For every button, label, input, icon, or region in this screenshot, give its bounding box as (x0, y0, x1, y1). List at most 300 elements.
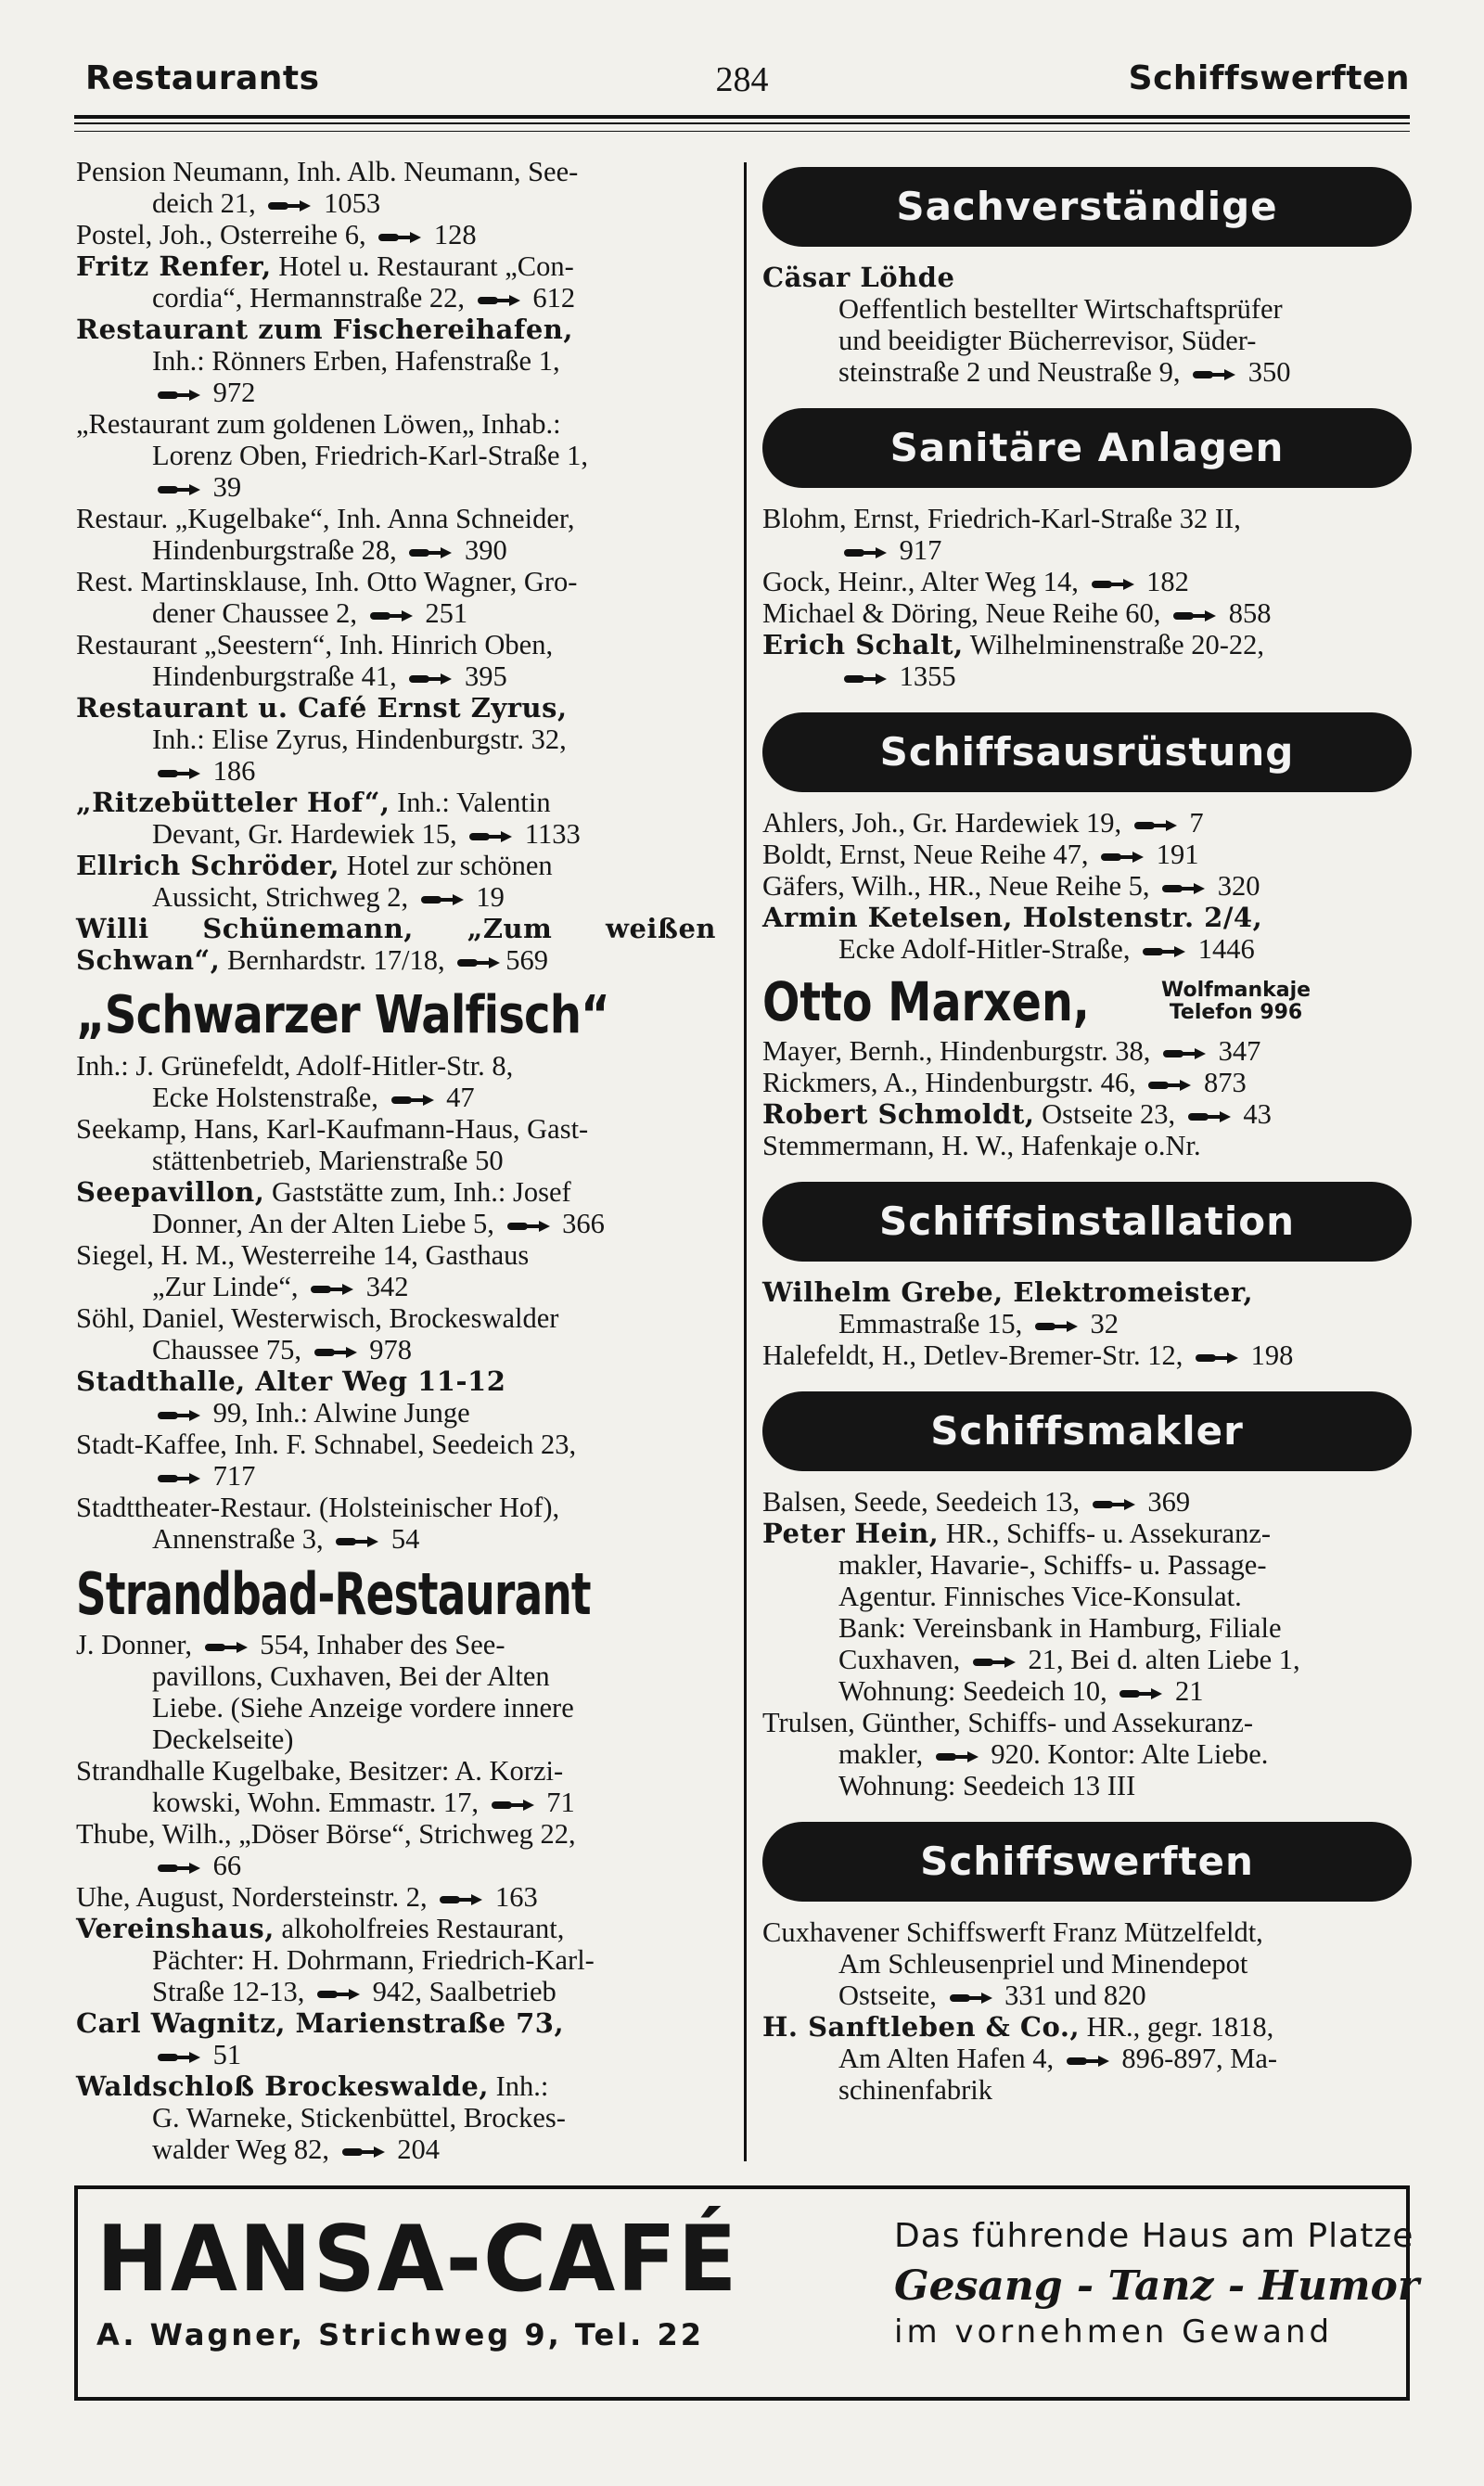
entry-line (762, 1308, 1412, 1339)
section-banner: Schiffsmakler (762, 1391, 1412, 1471)
entry-text: 1053 (316, 187, 381, 219)
telephone-icon (407, 545, 454, 560)
directory-entry (76, 314, 716, 408)
entry-text: 251 (417, 597, 468, 629)
entry-name: Robert Schmoldt, (762, 1098, 1035, 1130)
entry-name: Ellrich Schröder, (76, 850, 340, 881)
section-banner: Sachverständige (762, 167, 1412, 247)
entry-line (76, 1239, 716, 1271)
entry-text: makler, (838, 1738, 930, 1770)
entry-name: Seepavillon, (76, 1176, 265, 1208)
entry-line (762, 1276, 1412, 1308)
entry-text: 612 (525, 282, 576, 314)
entry-text: Pension Neumann, Inh. Alb. Neumann, See- (76, 156, 579, 187)
telephone-icon (156, 388, 202, 403)
directory-entry (76, 850, 716, 913)
entry-text: 717 (206, 1460, 256, 1492)
entry-name: Fritz Renfer, (76, 250, 272, 282)
directory-entry (76, 1302, 716, 1365)
entry-text: cordia“, Hermannstraße 22, (152, 282, 472, 314)
entry-line (76, 1492, 716, 1523)
entry-text: Ostseite 23, (1034, 1098, 1183, 1130)
entry-line (76, 1113, 716, 1145)
entry-text: Hotel u. Restaurant „Con- (271, 250, 574, 282)
directory-entry (76, 629, 716, 692)
directory-entry (762, 1486, 1412, 1518)
entry-text: alkoholfreies Restaurant, (274, 1913, 565, 1944)
entry-line (762, 1067, 1412, 1098)
ad-right (894, 2217, 1420, 2351)
column-divider (744, 162, 747, 2161)
entry-line (76, 1523, 716, 1555)
entry-text: Halefeldt, H., Detlev-Bremer-Str. 12, (762, 1339, 1190, 1371)
display-entry (762, 970, 1412, 1033)
ad-address: A. Wagner, Strichweg 9, Tel. 22 (96, 2317, 704, 2352)
entry-text: Gäfers, Wilh., HR., Neue Reihe 5, (762, 870, 1158, 902)
entry-text: Bank: Vereinsbank in Hamburg, Filiale (838, 1612, 1282, 1644)
entry-text: deich 21, (152, 187, 263, 219)
entry-text: Balsen, Seede, Seedeich 13, (762, 1486, 1087, 1518)
entry-name: Waldschloß Brockeswalde, (76, 2070, 489, 2102)
entry-text: Cuxhavener Schiffswerft Franz Mützelfeldt, (762, 1916, 1263, 1948)
entry-text: stättenbetrieb, Marienstraße 50 (152, 1145, 504, 1176)
entry-text: 331 und 820 (997, 1980, 1146, 2011)
telephone-icon (1171, 609, 1218, 623)
telephone-icon (467, 829, 514, 844)
ad-suffix: im vornehmen Gewand (894, 2313, 1334, 2351)
telephone-icon (313, 1345, 359, 1360)
entry-text: Lorenz Oben, Friedrich-Karl-Straße 1, (152, 440, 589, 471)
entry-line (762, 1980, 1412, 2011)
entry-line (762, 2011, 1412, 2043)
directory-entry (76, 1881, 716, 1913)
entry-text: 942, Saalbetrieb (365, 1976, 556, 2007)
entry-text: 128 (427, 219, 477, 250)
entry-name: Erich Schalt, (762, 629, 964, 660)
entry-text: 390 (457, 534, 507, 566)
entry-line (76, 1145, 716, 1176)
entry-text: 19 (468, 881, 505, 913)
entry-text: makler, Havarie-, Schiffs- u. Passage- (838, 1549, 1267, 1581)
entry-name: Restaurant u. Café Ernst Zyrus, (76, 692, 568, 724)
entry-text: Annenstraße 3, (152, 1523, 331, 1555)
entry-text: 51 (206, 2039, 242, 2070)
right-column (762, 156, 1412, 2106)
entry-line (76, 219, 716, 250)
entry-line (76, 629, 716, 660)
entry-text: 191 (1149, 839, 1199, 870)
entry-name: H. Sanftleben & Co., (762, 2011, 1081, 2043)
telephone-icon (1161, 1046, 1208, 1061)
directory-entry (762, 597, 1412, 629)
directory-entry (76, 566, 716, 629)
entry-text: Rickmers, A., Hindenburgstr. 46, (762, 1067, 1144, 1098)
entry-line (762, 933, 1412, 965)
entry-line (76, 1818, 716, 1850)
entry-line (76, 1271, 716, 1302)
entry-line (762, 293, 1412, 325)
entry-line (76, 2007, 716, 2039)
entry-name: Stadthalle, Alter Weg 11-12 (76, 1365, 506, 1397)
entry-text: walder Weg 82, (152, 2134, 337, 2165)
entry-line (76, 2039, 716, 2070)
entry-text: HR., gegr. 1818, (1080, 2011, 1274, 2043)
telephone-icon (842, 672, 889, 686)
entry-line (762, 870, 1412, 902)
telephone-icon (156, 1408, 202, 1423)
telephone-icon (490, 1798, 536, 1813)
entry-text: Ahlers, Joh., Gr. Hardewiek 19, (762, 807, 1129, 839)
telephone-icon (315, 1987, 362, 2002)
entry-line (76, 1208, 716, 1239)
entry-text: 54 (384, 1523, 420, 1555)
entry-text: Hindenburgstraße 41, (152, 660, 404, 692)
directory-entry (76, 913, 716, 976)
entry-text: Stemmermann, H. W., Hafenkaje o.Nr. (762, 1130, 1201, 1161)
entry-text: Oeffentlich bestellter Wirtschaftsprüfer (838, 293, 1283, 325)
entry-line (76, 1334, 716, 1365)
telephone-icon (377, 230, 423, 245)
entry-text: 350 (1241, 356, 1291, 388)
entry-text: Am Schleusenpriel und Minendepot (838, 1948, 1248, 1980)
entry-line (76, 471, 716, 503)
entry-text: 395 (457, 660, 507, 692)
entry-line (76, 1302, 716, 1334)
entry-line (76, 1881, 716, 1913)
telephone-icon (266, 199, 313, 213)
entry-text: Agentur. Finnisches Vice-Konsulat. (838, 1581, 1242, 1612)
entry-line (762, 2043, 1412, 2074)
entry-text: 39 (206, 471, 242, 503)
entry-phone: Telefon 996 (1169, 1001, 1303, 1024)
entry-line (76, 2070, 716, 2102)
entry-line (762, 1098, 1412, 1130)
entry-text: 873 (1196, 1067, 1247, 1098)
directory-entry (76, 503, 716, 566)
entry-line (76, 566, 716, 597)
entry-line (76, 692, 716, 724)
entry-text: 858 (1222, 597, 1272, 629)
entry-text: 554, Inhaber des See- (252, 1629, 505, 1660)
entry-line (762, 503, 1412, 534)
entry-line (76, 1913, 716, 1944)
directory-entry (76, 1755, 716, 1818)
entry-text: Strandhalle Kugelbake, Besitzer: A. Korzi- (76, 1755, 564, 1787)
directory-entry (762, 262, 1412, 388)
telephone-icon (156, 766, 202, 781)
entry-text: Stadt-Kaffee, Inh. F. Schnabel, Seedeich 23, (76, 1429, 577, 1460)
entry-text: 182 (1139, 566, 1189, 597)
entry-line (762, 566, 1412, 597)
directory-entry (762, 1098, 1412, 1130)
telephone-icon (438, 1892, 484, 1907)
entry-text: Chaussee 75, (152, 1334, 309, 1365)
entry-line (762, 1948, 1412, 1980)
directory-entry (76, 1365, 716, 1429)
telephone-icon (476, 293, 522, 308)
telephone-icon (934, 1749, 980, 1764)
telephone-icon (1141, 944, 1187, 959)
entry-text: Stadttheater-Restaur. (Holsteinischer Hof), (76, 1492, 560, 1523)
entry-text: 920. Kontor: Alte Liebe. (983, 1738, 1269, 1770)
entry-text: 972 (206, 377, 256, 408)
telephone-icon (156, 1861, 202, 1876)
entry-text: Michael & Döring, Neue Reihe 60, (762, 597, 1169, 629)
entry-text: Ecke Holstenstraße, (152, 1082, 386, 1113)
entry-text: 43 (1235, 1098, 1272, 1130)
directory-entry (762, 1130, 1412, 1161)
entry-line (76, 345, 716, 377)
telephone-icon (1132, 818, 1179, 833)
directory-entry (762, 1276, 1412, 1339)
entry-text: Deckelseite) (152, 1724, 294, 1755)
header-section-left: Restaurants (85, 59, 320, 97)
directory-entry (76, 1913, 716, 2007)
entry-text: 99, Inh.: Alwine Junge (206, 1397, 470, 1429)
entry-text: Boldt, Ernst, Neue Reihe 47, (762, 839, 1096, 870)
entry-line (762, 356, 1412, 388)
entry-name: Restaurant zum Fischereihafen, (76, 314, 573, 345)
entry-text: 204 (390, 2134, 440, 2165)
entry-line (762, 629, 1412, 660)
entry-line (762, 262, 1412, 293)
telephone-icon (1191, 367, 1237, 382)
entry-text: „Restaurant zum goldenen Löwen„ Inhab.: (76, 408, 561, 440)
directory-entry (762, 1339, 1412, 1371)
entry-line (76, 534, 716, 566)
entry-line (76, 597, 716, 629)
directory-entry (76, 2070, 716, 2165)
entry-text: Mayer, Bernh., Hindenburgstr. 38, (762, 1035, 1158, 1067)
telephone-icon (1090, 577, 1136, 592)
section-banner: Schiffsausrüstung (762, 712, 1412, 792)
left-column (76, 156, 716, 2165)
entry-text: 186 (206, 755, 256, 787)
ad-tagline: Das führende Haus am Platze (894, 2217, 1414, 2255)
entry-text: Söhl, Daniel, Westerwisch, Brockeswalder (76, 1302, 559, 1334)
entry-line (76, 1787, 716, 1818)
entry-line (762, 1612, 1412, 1644)
entry-text: 347 (1211, 1035, 1261, 1067)
entry-text: 369 (1140, 1486, 1191, 1518)
entry-text: 1446 (1191, 933, 1255, 965)
entry-text: Hotel zur schönen (339, 850, 553, 881)
entry-text: Wohnung: Seedeich 13 III (838, 1770, 1136, 1801)
entry-text: 978 (362, 1334, 412, 1365)
entry-name: Cäsar Löhde (762, 262, 955, 293)
entry-line (76, 724, 716, 755)
entry-text: 32 (1082, 1308, 1119, 1339)
directory-entry (76, 1176, 716, 1239)
telephone-icon (407, 672, 454, 686)
entry-name: Peter Hein, (762, 1518, 940, 1549)
entry-text: 917 (892, 534, 942, 566)
telephone-icon (309, 1282, 355, 1297)
telephone-icon (1033, 1319, 1080, 1334)
entry-text: dener Chaussee 2, (152, 597, 365, 629)
entry-line (76, 1629, 716, 1660)
entry-line (76, 1755, 716, 1787)
directory-entry (762, 629, 1412, 692)
entry-line (762, 839, 1412, 870)
display-entry-name: Otto Marxen, (762, 970, 1090, 1033)
display-entry-name: „Schwarzer Walfisch“ (76, 985, 609, 1045)
entry-line (762, 1549, 1412, 1581)
telephone-icon (156, 482, 202, 497)
entry-line (762, 1675, 1412, 1707)
entry-text: steinstraße 2 und Neustraße 9, (838, 356, 1188, 388)
directory-entry (76, 2007, 716, 2070)
entry-line (76, 1365, 716, 1397)
entry-line (76, 1850, 716, 1881)
directory-entry (76, 1492, 716, 1555)
entry-line (76, 1082, 716, 1113)
directory-entry (762, 1707, 1412, 1801)
entry-text: Donner, An der Alten Liebe 5, (152, 1208, 502, 1239)
entry-text: 896-897, Ma- (1114, 2043, 1278, 2074)
entry-line (76, 787, 716, 818)
entry-text: Gock, Heinr., Alter Weg 14, (762, 566, 1086, 597)
directory-entry (762, 870, 1412, 902)
entry-line (76, 377, 716, 408)
entry-text: J. Donner, (76, 1629, 199, 1660)
entry-line (762, 1916, 1412, 1948)
entry-line (76, 1724, 716, 1755)
entry-line (76, 503, 716, 534)
entry-text: G. Warneke, Stickenbüttel, Brockes- (152, 2102, 566, 2134)
section-banner: Sanitäre Anlagen (762, 408, 1412, 488)
entry-name: Willi Schünemann, „Zum weißen Schwan“, (76, 913, 716, 976)
telephone-icon (1065, 2054, 1111, 2069)
entry-text: 1133 (518, 818, 581, 850)
telephone-icon (1194, 1351, 1240, 1365)
entry-line (762, 1130, 1412, 1161)
entry-line (762, 597, 1412, 629)
telephone-icon (1146, 1078, 1193, 1093)
section-banner: Schiffsinstallation (762, 1182, 1412, 1262)
entry-text: Uhe, August, Nordersteinstr. 2, (76, 1881, 435, 1913)
entry-name: „Ritzebütteler Hof“, (76, 787, 390, 818)
entry-line (762, 660, 1412, 692)
directory-entry (76, 1429, 716, 1492)
telephone-icon (156, 2050, 202, 2065)
directory-entry (76, 156, 716, 219)
header-rule (74, 122, 1410, 124)
entry-line (76, 660, 716, 692)
entry-line (76, 881, 716, 913)
directory-entry (762, 902, 1412, 965)
entry-line (762, 1770, 1412, 1801)
directory-entry (762, 566, 1412, 597)
entry-line (76, 1176, 716, 1208)
entry-text: Ostseite, (838, 1980, 944, 2011)
entry-text: 71 (539, 1787, 575, 1818)
entry-text: Pächter: H. Dohrmann, Friedrich-Karl- (152, 1944, 595, 1976)
entry-line (76, 1692, 716, 1724)
entry-line (762, 534, 1412, 566)
directory-entry (76, 408, 716, 503)
entry-line (76, 282, 716, 314)
entry-text: Trulsen, Günther, Schiffs- und Assekuranz- (762, 1707, 1254, 1738)
entry-text: Wilhelminenstraße 20-22, (963, 629, 1265, 660)
entry-text: 1355 (892, 660, 956, 692)
entry-text: Devant, Gr. Hardewiek 15, (152, 818, 465, 850)
telephone-icon (419, 892, 466, 907)
entry-line (762, 807, 1412, 839)
entry-text: Aussicht, Strichweg 2, (152, 881, 416, 913)
entry-text: und beeidigter Bücherrevisor, Süder- (838, 325, 1257, 356)
entry-address: Wolfmankaje (1161, 979, 1311, 1002)
telephone-icon (368, 609, 415, 623)
entry-line (762, 1581, 1412, 1612)
entry-text: Straße 12-13, (152, 1976, 312, 2007)
directory-entry (76, 692, 716, 787)
entry-text: 198 (1244, 1339, 1294, 1371)
entry-name: Armin Ketelsen, Holstenstr. 2/4, (762, 902, 1263, 933)
entry-line (762, 325, 1412, 356)
entry-text: Seekamp, Hans, Karl-Kaufmann-Haus, Gast- (76, 1113, 589, 1145)
telephone-icon (1186, 1109, 1233, 1124)
telephone-icon (971, 1655, 1017, 1670)
entry-line (76, 1660, 716, 1692)
entry-line (76, 187, 716, 219)
directory-entry (762, 2011, 1412, 2106)
entry-text: Restaurant „Seestern“, Inh. Hinrich Oben, (76, 629, 554, 660)
telephone-icon (948, 1991, 994, 2005)
directory-entry (76, 1818, 716, 1881)
entry-line (76, 1050, 716, 1082)
entry-line (762, 1644, 1412, 1675)
entry-line (76, 850, 716, 881)
entry-line (762, 1339, 1412, 1371)
header-rule (74, 115, 1410, 119)
entry-line (76, 1976, 716, 2007)
telephone-icon (340, 2145, 387, 2159)
entry-line (762, 1035, 1412, 1067)
directory-entry (76, 219, 716, 250)
entry-line (76, 1944, 716, 1976)
ad-business-name: HANSA-CAFÉ (96, 2207, 739, 2313)
entry-line (76, 250, 716, 282)
entry-line (762, 1518, 1412, 1549)
entry-line (76, 2102, 716, 2134)
entry-text: kowski, Wohn. Emmastr. 17, (152, 1787, 486, 1818)
entry-name: Vereinshaus, (76, 1913, 275, 1944)
hansa-cafe-advertisement (74, 2185, 1420, 2401)
telephone-icon (1118, 1686, 1164, 1701)
telephone-icon (1091, 1497, 1137, 1512)
entry-text: „Zur Linde“, (152, 1271, 306, 1302)
entry-line (762, 1707, 1412, 1738)
entry-line (762, 902, 1412, 933)
telephone-icon (455, 955, 502, 970)
entry-name: Carl Wagnitz, Marienstraße 73, (76, 2007, 565, 2039)
entry-text: Hindenburgstraße 28, (152, 534, 404, 566)
telephone-icon (1160, 881, 1207, 896)
entry-text: Rest. Martinsklause, Inh. Otto Wagner, Gro- (76, 566, 578, 597)
directory-entry (762, 839, 1412, 870)
entry-text: 7 (1182, 807, 1204, 839)
entry-name: Wilhelm Grebe, Elektromeister, (762, 1276, 1254, 1308)
entry-text: Restaur. „Kugelbake“, Inh. Anna Schneider, (76, 503, 575, 534)
header-section-right: Schiffswerften (1128, 59, 1410, 97)
directory-entry (76, 250, 716, 314)
entry-text: Emmastraße 15, (838, 1308, 1030, 1339)
directory-entry (762, 807, 1412, 839)
entry-text: 21, Bei d. alten Liebe 1, (1020, 1644, 1300, 1675)
entry-text: 163 (488, 1881, 538, 1913)
page-header (74, 54, 1410, 109)
